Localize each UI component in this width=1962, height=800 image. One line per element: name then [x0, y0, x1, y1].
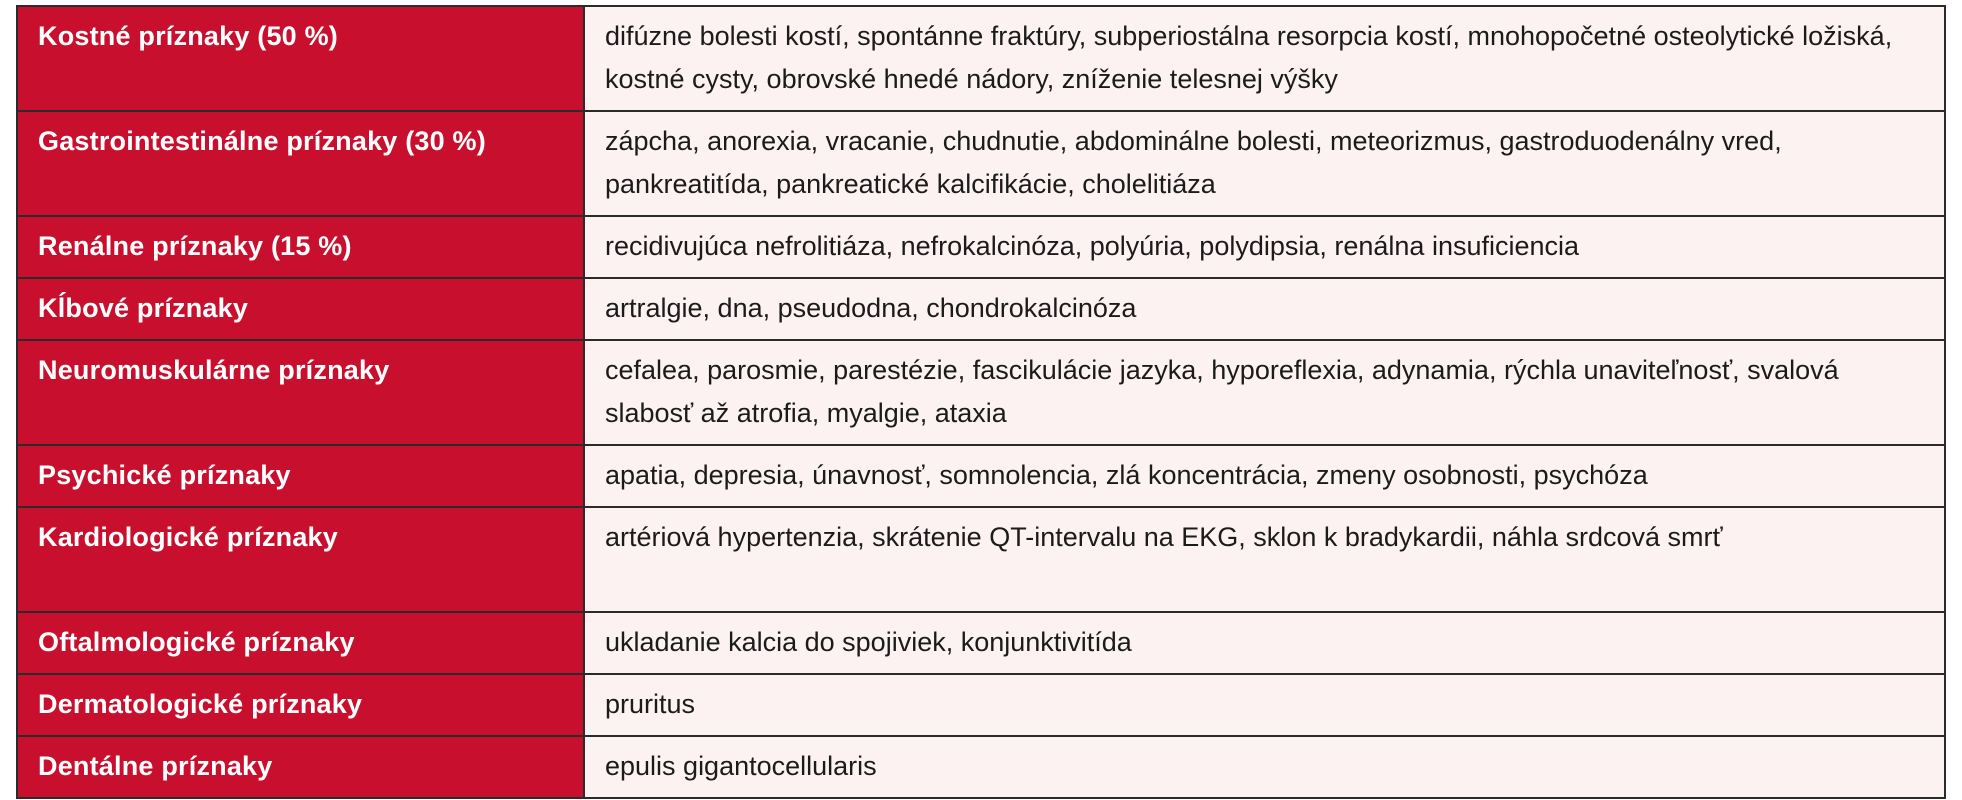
table-row	[17, 674, 1945, 736]
category-cell: Oftalmologické príznaky	[17, 612, 584, 674]
category-cell: Dentálne príznaky	[17, 736, 584, 798]
symptoms-cell: ukladanie kalcia do spojiviek, konjunktivitída	[584, 612, 1945, 674]
category-cell: Kostné príznaky (50 %)	[17, 6, 584, 111]
category-cell: Kardiologické príznaky	[17, 507, 584, 612]
table-row	[17, 216, 1945, 278]
symptoms-table	[16, 5, 1946, 799]
table-row	[17, 111, 1945, 216]
symptoms-cell: pruritus	[584, 674, 1945, 736]
category-cell: Dermatologické príznaky	[17, 674, 584, 736]
symptoms-table-wrapper	[16, 5, 1946, 799]
table-row	[17, 445, 1945, 507]
symptoms-cell: recidivujúca nefrolitiáza, nefrokalcinóza, polyúria, polydipsia, renálna insuficiencia	[584, 216, 1945, 278]
table-row	[17, 340, 1945, 445]
category-cell: Kĺbové príznaky	[17, 278, 584, 340]
table-row	[17, 507, 1945, 612]
symptoms-cell: zápcha, anorexia, vracanie, chudnutie, abdominálne bolesti, meteorizmus, gastroduodenálny vred, pankreatitída, pankreatické kalcifikácie, cholelitiáza	[584, 111, 1945, 216]
symptoms-cell: difúzne bolesti kostí, spontánne fraktúry, subperiostálna resorpcia kostí, mnohopočetné osteolytické ložiská, kostné cysty, obrovské hnedé nádory, zníženie telesnej výšky	[584, 6, 1945, 111]
category-cell: Renálne príznaky (15 %)	[17, 216, 584, 278]
category-cell: Gastrointestinálne príznaky (30 %)	[17, 111, 584, 216]
category-cell: Neuromuskulárne príznaky	[17, 340, 584, 445]
table-row	[17, 736, 1945, 798]
table-row	[17, 612, 1945, 674]
table-row	[17, 278, 1945, 340]
symptoms-cell: artralgie, dna, pseudodna, chondrokalcinóza	[584, 278, 1945, 340]
symptoms-cell: apatia, depresia, únavnosť, somnolencia, zlá koncentrácia, zmeny osobnosti, psychóza	[584, 445, 1945, 507]
symptoms-cell: cefalea, parosmie, parestézie, fascikulácie jazyka, hyporeflexia, adynamia, rýchla unaviteľnosť, svalová slabosť až atrofia, myalgie, ataxia	[584, 340, 1945, 445]
table-row	[17, 6, 1945, 111]
symptoms-cell: epulis gigantocellularis	[584, 736, 1945, 798]
category-cell: Psychické príznaky	[17, 445, 584, 507]
symptoms-cell: artériová hypertenzia, skrátenie QT-intervalu na EKG, sklon k bradykardii, náhla srdcová smrť	[584, 507, 1945, 612]
